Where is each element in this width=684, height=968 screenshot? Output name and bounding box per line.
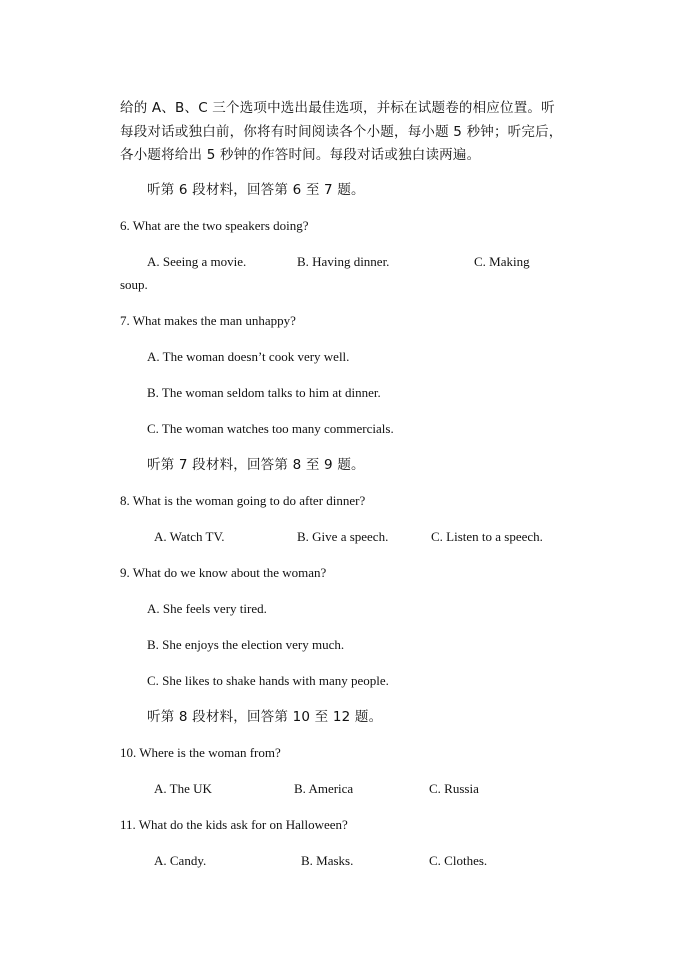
- q8-option-a: A. Watch TV.: [154, 529, 225, 544]
- question-11: 11. What do the kids ask for on Halloween?: [120, 817, 348, 832]
- q8-option-b: B. Give a speech.: [297, 529, 389, 544]
- q6-option-b: B. Having dinner.: [297, 254, 390, 269]
- question-8: 8. What is the woman going to do after dinner?: [120, 493, 366, 508]
- q6-option-c-continued: soup.: [120, 277, 148, 292]
- section-heading-7: 听第 7 段材料，回答第 8 至 9 题。: [147, 457, 365, 473]
- q11-option-b: B. Masks.: [301, 853, 354, 868]
- q6-option-c: C. Making: [474, 254, 530, 269]
- instructions-line-3: 各小题将给出 5 秒钟的作答时间。每段对话或独白读两遍。: [120, 147, 481, 163]
- q8-option-c: C. Listen to a speech.: [431, 529, 543, 544]
- q7-option-a: A. The woman doesn’t cook very well.: [147, 349, 350, 364]
- q11-option-a: A. Candy.: [154, 853, 207, 868]
- q10-option-a: A. The UK: [154, 781, 212, 796]
- q10-option-c: C. Russia: [429, 781, 479, 796]
- q11-option-c: C. Clothes.: [429, 853, 488, 868]
- section-heading-6: 听第 6 段材料，回答第 6 至 7 题。: [147, 182, 365, 198]
- q7-option-b: B. The woman seldom talks to him at dinner.: [147, 385, 381, 400]
- question-7: 7. What makes the man unhappy?: [120, 313, 296, 328]
- q9-option-a: A. She feels very tired.: [147, 601, 267, 616]
- q6-option-a: A. Seeing a movie.: [147, 254, 247, 269]
- q9-option-c: C. She likes to shake hands with many people.: [147, 673, 389, 688]
- question-6: 6. What are the two speakers doing?: [120, 218, 309, 233]
- instructions-line-2: 每段对话或独白前，你将有时间阅读各个小题，每小题 5 秒钟；听完后，: [120, 124, 563, 140]
- q7-option-c: C. The woman watches too many commercials.: [147, 421, 394, 436]
- question-10: 10. Where is the woman from?: [120, 745, 281, 760]
- instructions-line-1: 给的 A、B、C 三个选项中选出最佳选项，并标在试题卷的相应位置。听: [120, 100, 555, 116]
- q10-option-b: B. America: [294, 781, 354, 796]
- section-heading-8: 听第 8 段材料，回答第 10 至 12 题。: [147, 709, 383, 725]
- q9-option-b: B. She enjoys the election very much.: [147, 637, 345, 652]
- question-9: 9. What do we know about the woman?: [120, 565, 327, 580]
